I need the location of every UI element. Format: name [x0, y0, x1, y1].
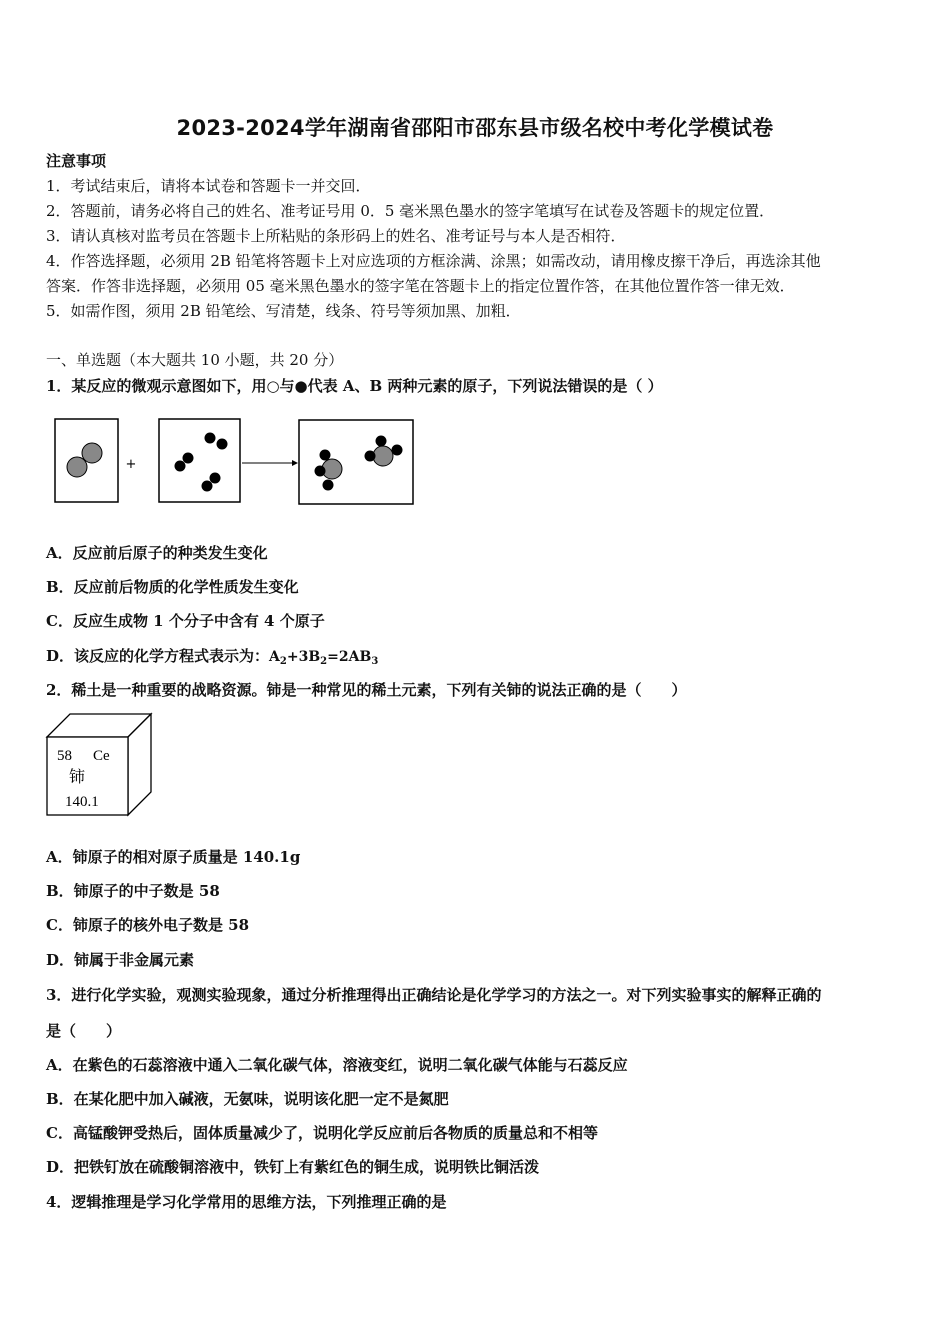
page-title: 2023-2024学年湖南省邵阳市邵东县市级名校中考化学模试卷 — [176, 116, 774, 140]
product-box — [299, 420, 413, 504]
q2-stem: 2．稀土是一种重要的战略资源。铈是一种常见的稀土元素，下列有关铈的说法正确的是（ ） — [46, 681, 687, 699]
atom-b — [365, 451, 376, 462]
q2-option-b: B．铈原子的中子数是 58 — [46, 882, 220, 900]
q3-option-d: D．把铁钉放在硫酸铜溶液中，铁钉上有紫红色的铜生成，说明铁比铜活泼 — [46, 1158, 540, 1176]
q2-option-c: C．铈原子的核外电子数是 58 — [46, 916, 250, 934]
atom-b — [175, 461, 186, 472]
atom-a — [67, 457, 87, 477]
reaction-diagram — [40, 410, 430, 512]
reactant-b2-box — [159, 419, 240, 502]
element-cell-cerium — [44, 710, 156, 818]
element-name: 铈 — [69, 767, 86, 786]
atom-b — [323, 480, 334, 491]
q3-stem: 3．进行化学实验，观测实验现象，通过分析推理得出正确结论是化学学习的方法之一。对下列实验事实的解释正确的 — [46, 986, 822, 1004]
atom-b — [205, 433, 216, 444]
q1-option-d-text: D．该反应的化学方程式表示为： — [46, 647, 270, 665]
atom-b — [217, 439, 228, 450]
atom-b — [392, 445, 403, 456]
notice-item: 4．作答选择题，必须用 2B 铅笔将答题卡上对应选项的方框涂满、涂黑；如需改动，请用橡皮擦干净后，再选涂其他 — [46, 252, 821, 270]
q1-option-c: C．反应生成物 1 个分子中含有 4 个原子 — [46, 612, 325, 630]
q3-stem-cont: 是（ ） — [46, 1022, 122, 1040]
notice-item: 答案．作答非选择题，必须用 05 毫米黑色墨水的签字笔在答题卡上的指定位置作答，在其他位置作答一律无效． — [46, 277, 795, 295]
atom-a — [82, 443, 102, 463]
q2-option-a: A．铈原子的相对原子质量是 140.1g — [46, 848, 301, 866]
atom-a — [373, 446, 393, 466]
notice-item: 2．答题前，请务必将自己的姓名、准考证号用 0．5 毫米黑色墨水的签字笔填写在试卷及答题卡的规定位置． — [46, 202, 775, 220]
chemical-equation: $A_2+3B_2=2AB_3$ — [269, 649, 379, 667]
atom-b — [320, 450, 331, 461]
q3-option-b: B．在某化肥中加入碱液，无氨味，说明该化肥一定不是氮肥 — [46, 1090, 449, 1108]
atom-b — [202, 481, 213, 492]
section-heading: 一、单选题（本大题共 10 小题，共 20 分） — [46, 351, 344, 369]
q1-option-d — [46, 646, 378, 672]
notice-item: 1．考试结束后，请将本试卷和答题卡一并交回． — [46, 177, 371, 195]
atomic-mass: 140.1 — [65, 794, 99, 810]
atom-b — [183, 453, 194, 464]
atom-b — [210, 473, 221, 484]
q3-option-c: C．高锰酸钾受热后，固体质量减少了，说明化学反应前后各物质的质量总和不相等 — [46, 1124, 598, 1142]
notice-item: 3．请认真核对监考员在答题卡上所粘贴的条形码上的姓名、准考证号与本人是否相符． — [46, 227, 626, 245]
atom-b — [315, 466, 326, 477]
element-symbol: Ce — [93, 748, 110, 764]
q1-option-b: B．反应前后物质的化学性质发生变化 — [46, 578, 299, 596]
q1-option-a: A．反应前后原子的种类发生变化 — [46, 544, 268, 562]
q1-stem: 1．某反应的微观示意图如下，用○与●代表 A、B 两种元素的原子，下列说法错误的是（ ） — [46, 377, 663, 395]
atom-b — [376, 436, 387, 447]
notice-item: 5．如需作图，须用 2B 铅笔绘、写清楚，线条、符号等须加黑、加粗． — [46, 302, 521, 320]
plus-sign: + — [125, 457, 137, 472]
q2-option-d: D．铈属于非金属元素 — [46, 951, 195, 969]
q4-stem: 4．逻辑推理是学习化学常用的思维方法，下列推理正确的是 — [46, 1193, 447, 1211]
notice-heading: 注意事项 — [46, 152, 107, 170]
q3-option-a: A．在紫色的石蕊溶液中通入二氧化碳气体，溶液变红，说明二氧化碳气体能与石蕊反应 — [46, 1056, 628, 1074]
reaction-arrow-head — [292, 460, 298, 466]
atomic-number: 58 — [57, 748, 72, 764]
